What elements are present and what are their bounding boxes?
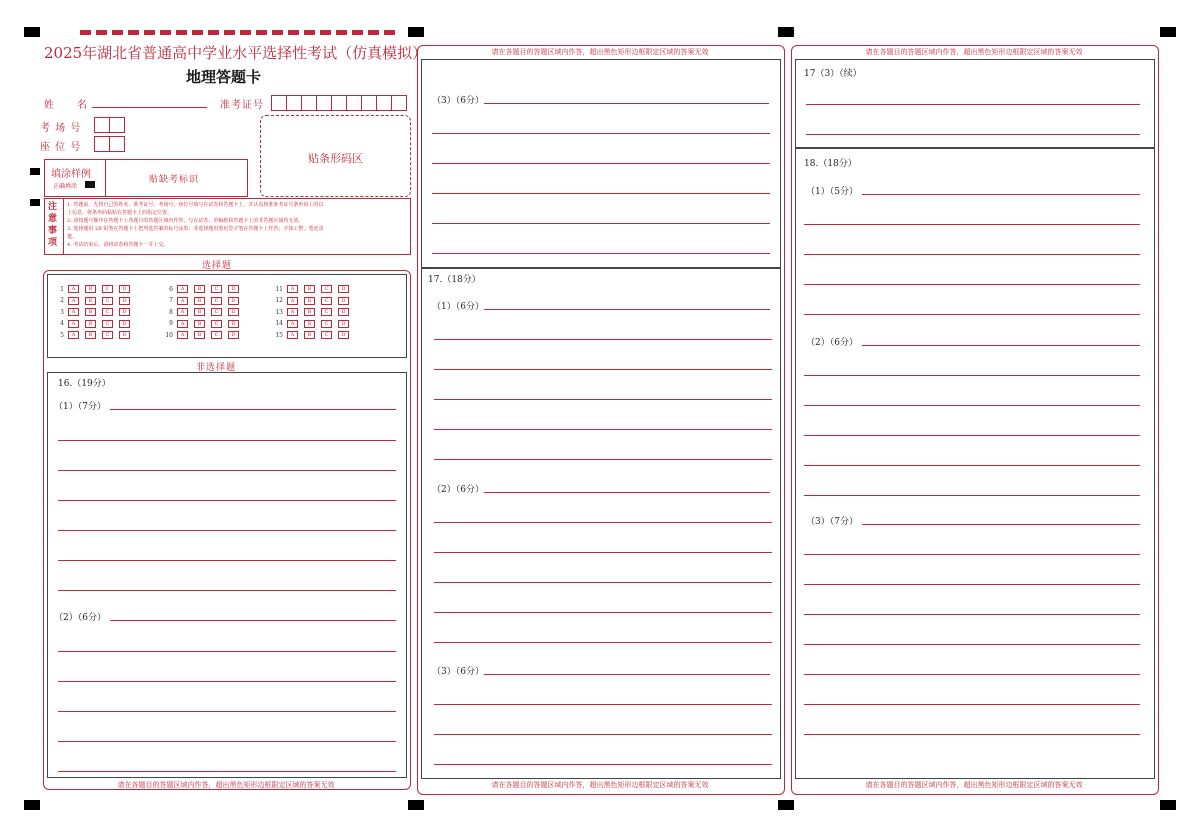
mc-question-row [275, 331, 355, 339]
timing-mark [1160, 27, 1176, 37]
answer-bubble[interactable]: B [194, 308, 205, 316]
page-title: 2025年湖北省普通高中学业水平选择性考试（仿真模拟） [44, 44, 428, 62]
q18-title: 18.（18分） [804, 159, 857, 169]
answer-line[interactable] [804, 254, 1140, 255]
answer-bubble[interactable]: A [177, 320, 188, 328]
answer-bubble[interactable]: B [304, 331, 315, 339]
q16-part2-label: （2）（6分） [54, 613, 106, 623]
answer-bubble[interactable]: A [177, 297, 188, 305]
answer-line[interactable] [110, 409, 396, 410]
answer-line[interactable] [804, 405, 1140, 406]
answer-bubble[interactable]: B [85, 285, 96, 293]
answer-line[interactable] [434, 552, 772, 553]
answer-line[interactable] [434, 429, 772, 430]
notice-heading-char: 项 [48, 238, 58, 248]
notice-heading [48, 201, 58, 249]
answer-bubble[interactable]: A [68, 308, 79, 316]
answer-line[interactable] [484, 103, 769, 104]
room-box[interactable] [109, 117, 125, 133]
correct-fill-label: 正确填涂 [53, 183, 78, 190]
answer-line[interactable] [58, 440, 396, 441]
mc-question-row [165, 285, 245, 293]
answer-line[interactable] [434, 369, 772, 370]
name-label: 姓 名 [44, 100, 88, 111]
q16-box [47, 372, 407, 778]
notice-heading-char: 事 [48, 226, 58, 236]
timing-mark [1160, 800, 1176, 810]
exam-no-field[interactable] [271, 95, 407, 111]
q18-part3-label: （3）（7分） [806, 517, 858, 527]
mc-question-number: 14 [275, 320, 283, 327]
mc-question-number: 2 [60, 297, 64, 304]
mc-question-row [275, 320, 355, 328]
answer-bubble[interactable]: C [211, 297, 222, 305]
fill-example-box [44, 159, 248, 197]
answer-bubble[interactable]: B [194, 320, 205, 328]
answer-line[interactable] [434, 582, 772, 583]
answer-bubble[interactable]: A [177, 308, 188, 316]
seat-box[interactable] [109, 136, 125, 152]
exam-no-box[interactable] [331, 95, 347, 111]
mc-question-row [165, 297, 245, 305]
answer-bubble[interactable]: C [321, 285, 332, 293]
answer-line[interactable] [804, 674, 1140, 675]
mc-question-number: 11 [275, 285, 283, 293]
page-subtitle: 地理答题卡 [186, 68, 262, 86]
answer-bubble[interactable]: A [68, 285, 79, 293]
mc-question-number: 7 [169, 297, 173, 304]
notice-item: 楚。 [67, 234, 78, 240]
answer-bubble[interactable]: D [228, 285, 239, 293]
answer-line[interactable] [58, 500, 396, 501]
mc-question-row [165, 331, 245, 339]
answer-line[interactable] [862, 345, 1140, 346]
answer-bubble[interactable]: A [287, 285, 298, 293]
answer-line[interactable] [434, 612, 772, 613]
answer-bubble[interactable]: C [102, 297, 113, 305]
answer-line[interactable] [804, 614, 1140, 615]
answer-line[interactable] [434, 339, 772, 340]
answer-line[interactable] [434, 459, 772, 460]
mc-question-row [165, 308, 245, 316]
answer-bubble[interactable]: A [68, 320, 79, 328]
answer-bubble[interactable]: D [228, 297, 239, 305]
timing-mark [408, 800, 424, 810]
mc-question-row [275, 308, 355, 316]
answer-bubble[interactable]: D [228, 331, 239, 339]
exam-no-box[interactable] [391, 95, 407, 111]
dashed-bar [80, 30, 400, 35]
notice-item: 2. 请按题号顺序在答题卡上各题目的答题区域内作答，写在试卷、草稿纸和答题卡上的非答题区域均无效。 [67, 218, 304, 224]
answer-bubble[interactable]: B [85, 297, 96, 305]
answer-line[interactable] [434, 764, 772, 765]
mc-question-number: 9 [169, 320, 173, 327]
answer-bubble[interactable]: C [102, 331, 113, 339]
q17-continued-title: 17（3）（续） [804, 69, 862, 79]
timing-mark [30, 199, 40, 206]
q17-box [421, 267, 781, 779]
mc-question-number: 3 [60, 308, 64, 316]
answer-bubble[interactable]: B [304, 285, 315, 293]
footer-notice: 请在各题目的答题区域内作答，超出黑色矩形边框限定区域的答案无效 [491, 781, 709, 789]
answer-bubble[interactable]: D [338, 320, 349, 328]
answer-line[interactable] [484, 492, 770, 493]
notice-heading-char: 注 [48, 202, 58, 212]
answer-bubble[interactable]: D [228, 308, 239, 316]
answer-line[interactable] [58, 590, 396, 591]
q16-title: 16.（19分） [58, 379, 111, 389]
answer-line[interactable] [58, 651, 396, 652]
answer-line[interactable] [804, 644, 1140, 645]
mc-question-row [275, 285, 355, 293]
answer-bubble[interactable]: D [338, 308, 349, 316]
answer-bubble[interactable]: C [102, 320, 113, 328]
q17-continued-box [795, 59, 1155, 149]
timing-mark [24, 800, 40, 810]
answer-line[interactable] [804, 584, 1140, 585]
exam-no-box[interactable] [346, 95, 362, 111]
answer-line[interactable] [434, 704, 772, 705]
answer-bubble[interactable]: B [194, 297, 205, 305]
divider [63, 199, 64, 254]
answer-bubble[interactable]: B [85, 331, 96, 339]
answer-line[interactable] [804, 465, 1140, 466]
exam-no-box[interactable] [361, 95, 377, 111]
answer-line[interactable] [804, 314, 1140, 315]
answer-line[interactable] [804, 284, 1140, 285]
answer-bubble[interactable]: A [68, 331, 79, 339]
answer-line[interactable] [804, 734, 1140, 735]
header-notice: 请在各题目的答题区域内作答，超出黑色矩形边框限定区域的答案无效 [491, 48, 709, 56]
mc-question-row [56, 285, 136, 293]
answer-line[interactable] [58, 470, 396, 471]
mc-question-number: 15 [275, 331, 283, 339]
timing-mark [408, 27, 424, 37]
q16-continued-box [421, 59, 781, 269]
mc-question-row [56, 331, 136, 339]
q17-part1-label: （1）（6分） [432, 302, 484, 312]
answer-bubble[interactable]: A [287, 320, 298, 328]
answer-bubble[interactable]: B [194, 285, 205, 293]
mc-question-row [165, 320, 245, 328]
seat-label: 座 位 号 [40, 142, 82, 153]
answer-line[interactable] [58, 741, 396, 742]
mc-question-number: 4 [60, 320, 64, 327]
answer-bubble[interactable]: A [68, 297, 79, 305]
notice-heading-char: 意 [48, 214, 58, 224]
q18-part2-label: （2）（6分） [806, 338, 858, 348]
answer-line[interactable] [804, 435, 1140, 436]
footer-notice: 请在各题目的答题区域内作答，超出黑色矩形边框限定区域的答案无效 [865, 781, 1083, 789]
answer-line[interactable] [58, 771, 396, 772]
name-field[interactable] [92, 107, 207, 108]
answer-bubble[interactable]: D [119, 308, 130, 316]
answer-line[interactable] [434, 734, 772, 735]
answer-bubble[interactable]: B [304, 308, 315, 316]
q16-part3-label: （3）（6分） [432, 96, 484, 106]
answer-bubble[interactable]: C [211, 308, 222, 316]
notice-item: 4. 考试结束后，请将试卷和答题卡一并上交。 [67, 242, 169, 248]
q17-part2-label: （2）（6分） [432, 485, 484, 495]
answer-line[interactable] [434, 642, 772, 643]
mc-question-number: 8 [169, 308, 173, 316]
answer-line[interactable] [58, 711, 396, 712]
answer-bubble[interactable]: A [287, 331, 298, 339]
answer-bubble[interactable]: C [102, 285, 113, 293]
q16-part1-label: （1）（7分） [54, 402, 106, 412]
barcode-area [260, 115, 411, 197]
answer-bubble[interactable]: C [321, 297, 332, 305]
answer-line[interactable] [58, 530, 396, 531]
answer-line[interactable] [804, 554, 1140, 555]
answer-bubble[interactable]: C [321, 320, 332, 328]
answer-line[interactable] [432, 253, 770, 254]
answer-line[interactable] [804, 224, 1140, 225]
answer-line[interactable] [432, 133, 770, 134]
answer-bubble[interactable]: B [304, 297, 315, 305]
answer-line[interactable] [806, 104, 1140, 105]
timing-mark [778, 800, 794, 810]
room-label: 考 场 号 [40, 123, 82, 134]
exam-no-box[interactable] [286, 95, 302, 111]
filled-bubble-sample [85, 181, 95, 188]
q18-box [795, 147, 1155, 779]
notice-item: 1. 答题前，先将自己的姓名、准考证号、考场号、座位号填写在试卷和答题卡上，并认真核准准考证号条形码上的以 [67, 202, 324, 208]
notice-box [44, 198, 411, 255]
mc-question-row [275, 297, 355, 305]
answer-line[interactable] [432, 193, 770, 194]
answer-bubble[interactable]: C [211, 331, 222, 339]
footer-notice: 请在各题目的答题区域内作答，超出黑色矩形边框限定区域的答案无效 [117, 781, 335, 789]
answer-bubble[interactable]: C [321, 308, 332, 316]
answer-bubble[interactable]: D [338, 331, 349, 339]
answer-line[interactable] [484, 309, 770, 310]
mc-question-row [56, 308, 136, 316]
timing-mark [778, 27, 794, 37]
q17-title: 17.（18分） [428, 275, 481, 285]
answer-bubble[interactable]: B [85, 320, 96, 328]
exam-no-label: 准考证号 [220, 100, 264, 111]
answer-line[interactable] [434, 399, 772, 400]
section-nonchoice-title: 非选择题 [196, 363, 237, 373]
answer-bubble[interactable]: D [119, 320, 130, 328]
answer-line[interactable] [484, 674, 770, 675]
seat-box[interactable] [94, 136, 110, 152]
mc-question-row [56, 320, 136, 328]
answer-line[interactable] [58, 681, 396, 682]
answer-bubble[interactable]: C [321, 331, 332, 339]
answer-bubble[interactable]: D [228, 320, 239, 328]
answer-line[interactable] [432, 223, 770, 224]
q17-part3-label: （3）（6分） [432, 667, 484, 677]
mc-question-number: 5 [60, 331, 64, 339]
mc-question-number: 6 [169, 285, 173, 293]
answer-bubble[interactable]: A [177, 285, 188, 293]
divider [105, 160, 106, 196]
answer-bubble[interactable]: C [211, 320, 222, 328]
answer-line[interactable] [862, 194, 1140, 195]
answer-bubble[interactable]: D [119, 297, 130, 305]
exam-no-box[interactable] [271, 95, 287, 111]
exam-no-box[interactable] [301, 95, 317, 111]
answer-line[interactable] [110, 620, 396, 621]
answer-line[interactable] [804, 375, 1140, 376]
room-box[interactable] [94, 117, 110, 133]
answer-line[interactable] [804, 704, 1140, 705]
missing-label: 贴缺考标识 [149, 175, 200, 185]
answer-line[interactable] [434, 522, 772, 523]
exam-no-box[interactable] [376, 95, 392, 111]
notice-items [67, 201, 323, 249]
mc-question-number: 12 [275, 297, 283, 304]
answer-bubble[interactable]: B [85, 308, 96, 316]
answer-line[interactable] [432, 163, 770, 164]
answer-bubble[interactable]: A [287, 297, 298, 305]
mc-question-number: 10 [165, 331, 173, 339]
notice-item: 上信息，将条形码粘贴在答题卡上的指定位置。 [67, 210, 173, 216]
q18-part1-label: （1）（5分） [806, 187, 858, 197]
answer-bubble[interactable]: C [211, 285, 222, 293]
header-notice: 请在各题目的答题区域内作答，超出黑色矩形边框限定区域的答案无效 [865, 48, 1083, 56]
answer-bubble[interactable]: D [338, 285, 349, 293]
answer-bubble[interactable]: B [194, 331, 205, 339]
answer-line[interactable] [862, 524, 1140, 525]
fill-example-label: 填涂样例 [51, 169, 91, 180]
answer-line[interactable] [804, 495, 1140, 496]
answer-bubble[interactable]: A [287, 308, 298, 316]
mc-question-row [56, 297, 136, 305]
section-choice-title: 选择题 [202, 261, 233, 271]
notice-item: 3. 选择题用 2B 铅笔在答题卡上把所选答案的标号涂黑；非选择题用黑色签字笔在答题卡上作答；字体工整，笔迹清 [67, 226, 324, 232]
barcode-label: 贴条形码区 [308, 152, 363, 165]
answer-bubble[interactable]: C [102, 308, 113, 316]
exam-no-box[interactable] [316, 95, 332, 111]
answer-bubble[interactable]: D [119, 331, 130, 339]
mc-question-number: 1 [60, 285, 64, 293]
mc-question-number: 13 [275, 308, 283, 316]
answer-bubble[interactable]: A [177, 331, 188, 339]
timing-mark [30, 168, 40, 175]
answer-bubble[interactable]: D [338, 297, 349, 305]
answer-bubble[interactable]: B [304, 320, 315, 328]
timing-mark [24, 27, 40, 37]
answer-line[interactable] [58, 560, 396, 561]
answer-bubble[interactable]: D [119, 285, 130, 293]
answer-line[interactable] [806, 134, 1140, 135]
